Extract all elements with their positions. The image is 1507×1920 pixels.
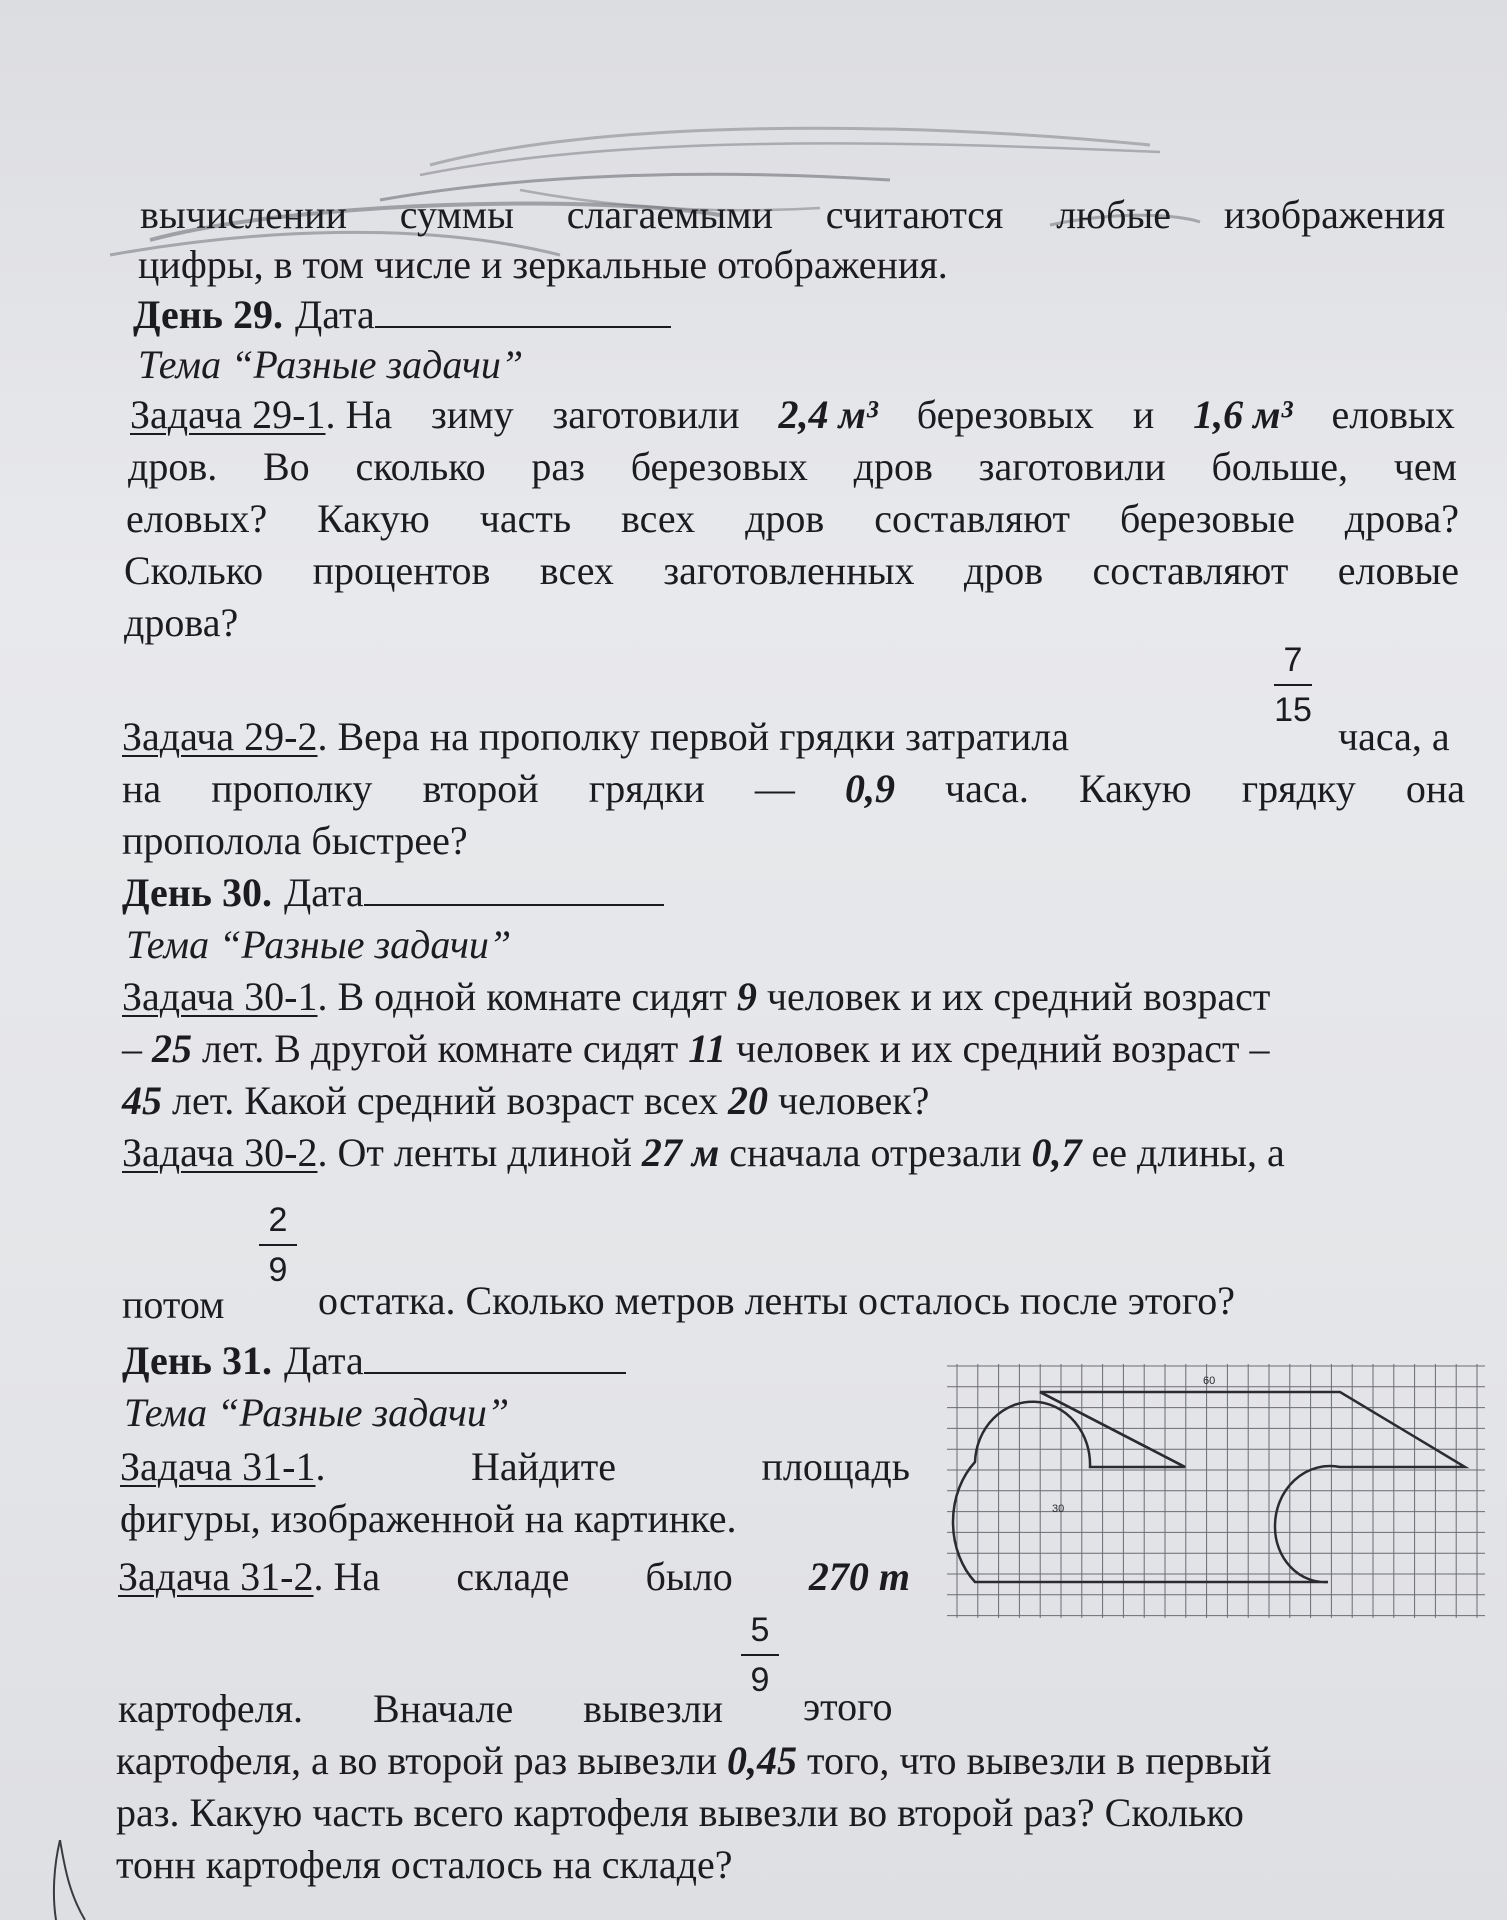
task-30-2-line-2b: остатка. Сколько метров ленты осталось после этого? <box>318 1278 1235 1323</box>
task-29-1-line-4: Сколько процентов всех заготовленных дров составляют еловые <box>124 548 1459 593</box>
day-29-theme: Тема “Разные задачи” <box>138 342 524 387</box>
day-31-header: День 31. Дата <box>122 1336 626 1386</box>
date-label: Дата <box>294 292 375 337</box>
day-29-header: День 29. Дата <box>133 290 671 340</box>
task-29-1-line-2: дров. Во сколько раз березовых дров заготовили больше, чем <box>128 444 1457 489</box>
area-figure <box>945 1362 1490 1622</box>
task-29-2-label: Задача 29-2 <box>122 714 318 759</box>
figure-label-top: 60 <box>1203 1375 1216 1387</box>
date-blank <box>364 1336 626 1374</box>
intro-line-2: цифры, в том числе и зеркальные отображения. <box>138 242 948 287</box>
fraction-5-9: 5 9 <box>735 1610 785 1700</box>
task-30-1-line-1: Задача 30-1. В одной комнате сидят 9 человек и их средний возраст <box>122 972 1270 1022</box>
task-31-2-label: Задача 31-2 <box>118 1554 314 1599</box>
task-29-2-line-1: Задача 29-2. Вера на прополку первой грядки затратила <box>122 712 1069 762</box>
task-31-2-line-1: Задача 31-2. На складе было 270 т <box>118 1552 910 1602</box>
task-29-2-line-1-end: часа, а <box>1338 714 1450 759</box>
task-31-1-line-2: фигуры, изображенной на картинке. <box>120 1496 737 1541</box>
task-29-1-line-5: дрова? <box>124 600 239 645</box>
task-31-2-line-2b: этого <box>803 1684 893 1729</box>
task-31-2-line-3: картофеля, а во второй раз вывезли 0,45 того, что вывезли в первый <box>116 1738 1272 1783</box>
day-31-theme: Тема “Разные задачи” <box>124 1390 510 1435</box>
intro-line-1: вычислении суммы слагаемыми считаются любые изображения <box>140 192 1445 237</box>
task-29-1-label: Задача 29-1 <box>130 392 326 437</box>
date-blank <box>364 868 664 906</box>
task-30-1-line-3: 45 лет. Какой средний возраст всех 20 человек? <box>122 1078 930 1123</box>
task-30-1-line-2: – 25 лет. В другой комнате сидят 11 человек и их средний возраст – <box>122 1026 1270 1071</box>
pencil-mark <box>40 1840 100 1920</box>
task-30-2-line-1: Задача 30-2. От ленты длиной 27 м сначала отрезали 0,7 ее длины, а <box>122 1128 1285 1178</box>
task-31-2-line-2a: картофеля. Вначале вывезли <box>118 1686 723 1731</box>
day-30-header: День 30. Дата <box>122 868 664 918</box>
fraction-2-9: 2 9 <box>253 1200 303 1290</box>
date-label: Дата <box>283 870 364 915</box>
fraction-7-15: 7 15 <box>1274 641 1312 729</box>
task-29-2-line-3: прополола быстрее? <box>122 818 468 863</box>
date-label: Дата <box>283 1338 364 1383</box>
task-30-2-label: Задача 30-2 <box>122 1130 318 1175</box>
day-30-theme: Тема “Разные задачи” <box>126 922 512 967</box>
task-31-1-label: Задача 31-1 <box>120 1444 316 1489</box>
task-29-1-line-3: еловых? Какую часть всех дров составляют березовые дрова? <box>126 496 1459 541</box>
task-30-2-line-2a: потом <box>122 1282 225 1327</box>
figure-label-left: 30 <box>1052 1503 1065 1515</box>
task-29-2-line-2: на прополку второй грядки — 0,9 часа. Какую грядку она <box>122 766 1465 811</box>
task-31-1-line-1: Задача 31-1. Найдите площадь <box>120 1442 910 1492</box>
task-31-2-line-4: раз. Какую часть всего картофеля вывезли во второй раз? Сколько <box>116 1790 1244 1835</box>
task-29-1-line-1: Задача 29-1. На зиму заготовили 2,4 м³ березовых и 1,6 м³ еловых <box>130 390 1455 440</box>
date-blank <box>375 290 671 328</box>
task-31-2-line-5: тонн картофеля осталось на складе? <box>116 1842 733 1887</box>
task-30-1-label: Задача 30-1 <box>122 974 318 1019</box>
